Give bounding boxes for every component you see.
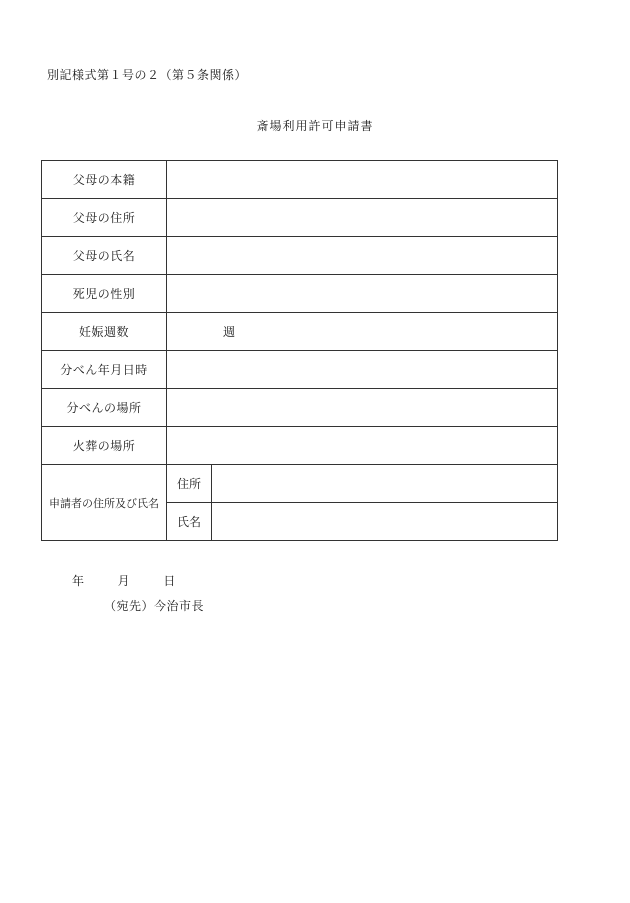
row-label-parents-address: 父母の住所 xyxy=(42,199,167,237)
applicant-name-field[interactable] xyxy=(212,503,558,541)
document-title: 斎場利用許可申請書 xyxy=(256,119,374,133)
parents-name-field[interactable] xyxy=(167,237,558,275)
gestation-weeks-field[interactable] xyxy=(167,313,558,351)
table-row xyxy=(42,351,558,389)
applicant-address-field[interactable] xyxy=(212,465,558,503)
delivery-datetime-field[interactable] xyxy=(167,351,558,389)
parents-domicile-field[interactable] xyxy=(167,161,558,199)
row-label-applicant: 申請者の住所及び氏名 xyxy=(42,465,167,541)
row-label-parents-domicile: 父母の本籍 xyxy=(42,161,167,199)
month-label: 月 xyxy=(117,574,130,588)
row-label-gestation-weeks: 妊娠週数 xyxy=(42,313,167,351)
table-row xyxy=(42,313,558,351)
row-label-delivery-datetime: 分べん年月日時 xyxy=(42,351,167,389)
table-row xyxy=(42,161,558,199)
table-row xyxy=(42,275,558,313)
row-label-stillborn-sex: 死児の性別 xyxy=(42,275,167,313)
date-line xyxy=(72,572,175,589)
table-row xyxy=(42,237,558,275)
row-label-delivery-place: 分べんの場所 xyxy=(42,389,167,427)
applicant-name-label: 氏名 xyxy=(167,503,212,541)
table-row xyxy=(42,427,558,465)
applicant-address-label: 住所 xyxy=(167,465,212,503)
addressee: （宛先）今治市長 xyxy=(104,599,205,613)
form-reference: 別記様式第１号の２（第５条関係） xyxy=(47,68,248,82)
year-label: 年 xyxy=(72,574,85,588)
cremation-place-field[interactable] xyxy=(167,427,558,465)
table-row xyxy=(42,199,558,237)
row-label-cremation-place: 火葬の場所 xyxy=(42,427,167,465)
weeks-unit: 週 xyxy=(223,325,236,339)
parents-address-field[interactable] xyxy=(167,199,558,237)
table-row xyxy=(42,389,558,427)
row-label-parents-name: 父母の氏名 xyxy=(42,237,167,275)
application-table xyxy=(41,160,558,541)
delivery-place-field[interactable] xyxy=(167,389,558,427)
day-label: 日 xyxy=(163,574,176,588)
table-row xyxy=(42,465,558,503)
stillborn-sex-field[interactable] xyxy=(167,275,558,313)
